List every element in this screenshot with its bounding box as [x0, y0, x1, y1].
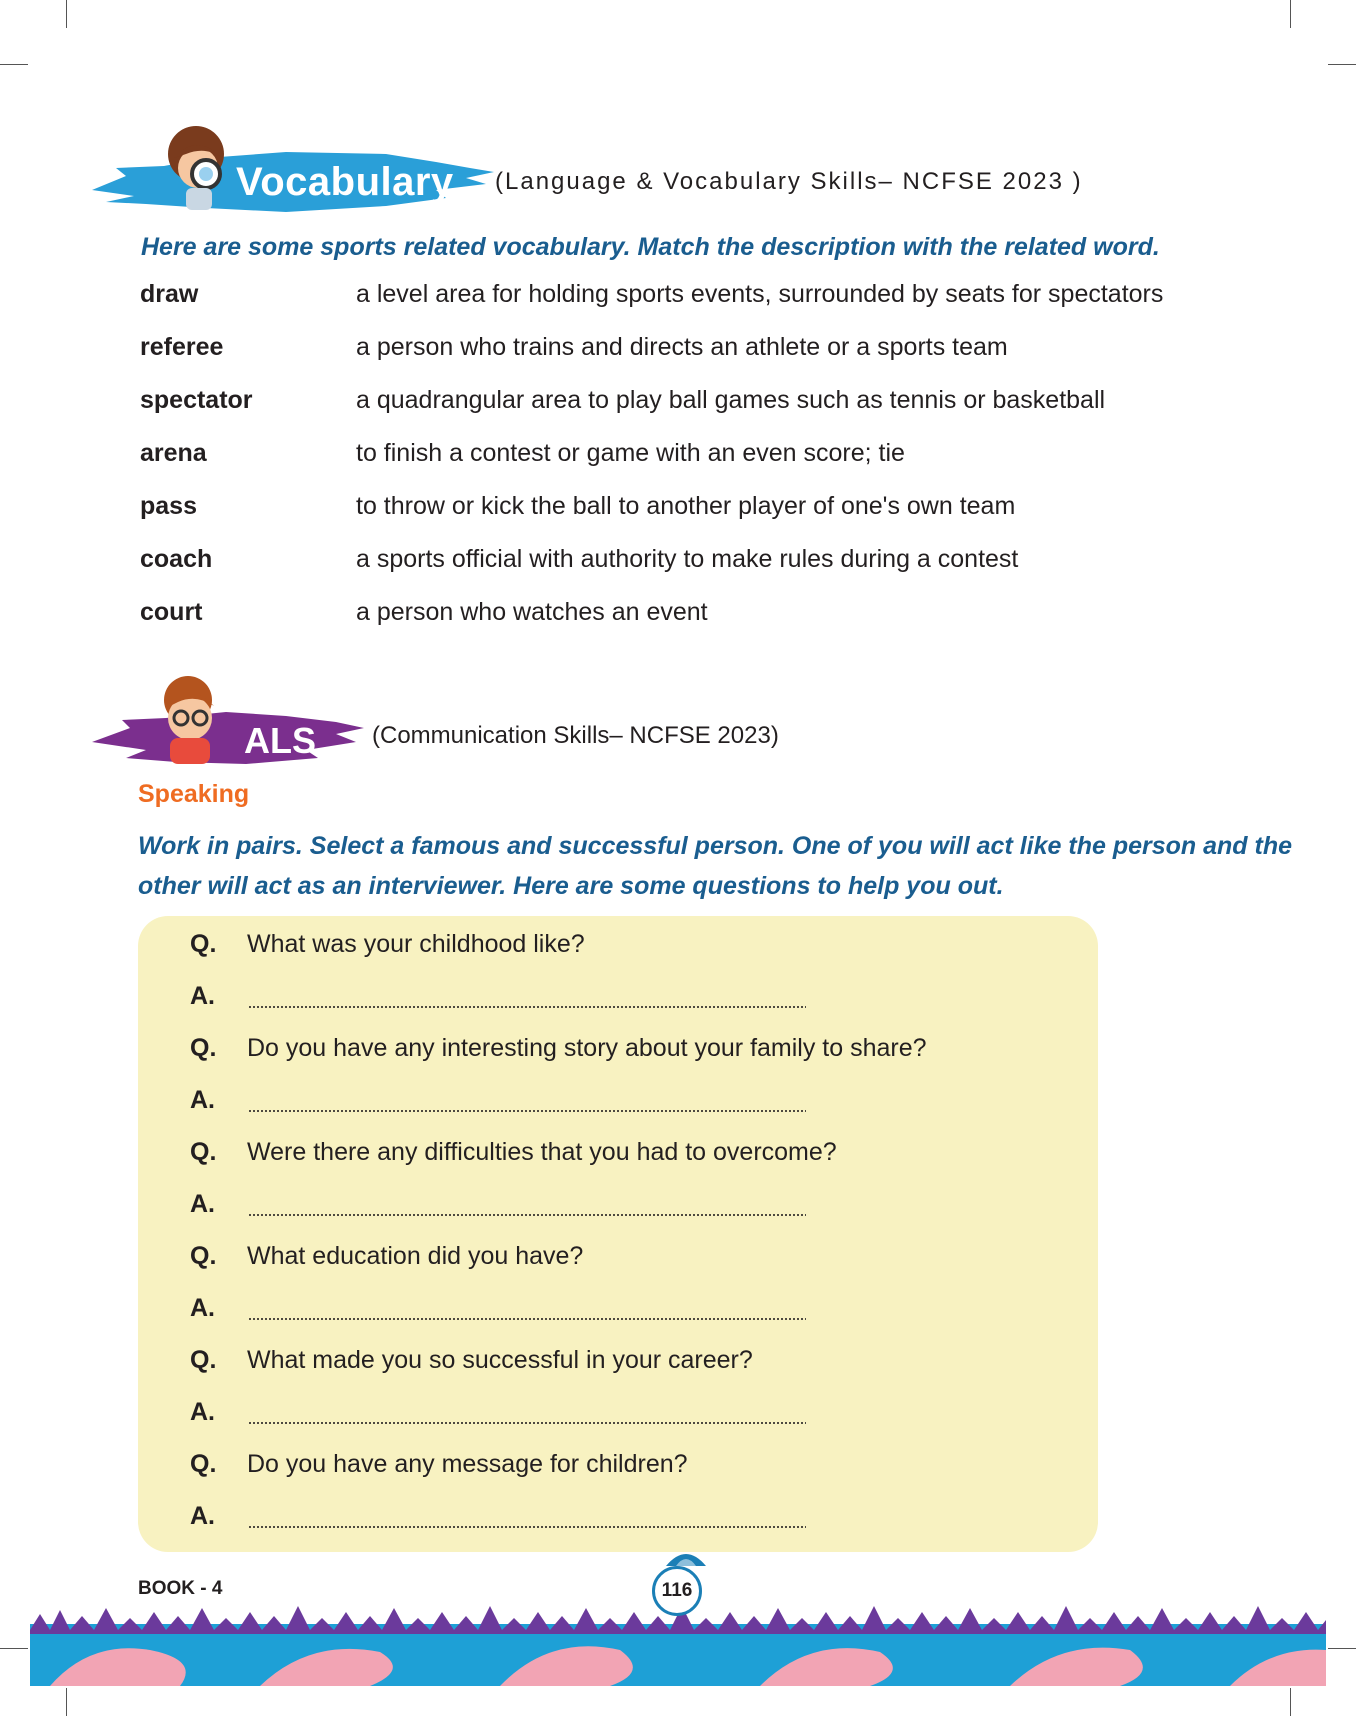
answer-blank[interactable]: [248, 1006, 806, 1008]
als-instruction-line2: other will act as an interviewer. Here are some questions to help you out.: [138, 872, 1004, 900]
crop-mark: [0, 64, 28, 65]
interview-questions-box: [138, 916, 1098, 1552]
crop-mark: [66, 1688, 67, 1716]
vocabulary-row: [140, 280, 1240, 320]
vocabulary-word: pass: [140, 492, 197, 520]
answer-prefix: A.: [190, 1086, 215, 1114]
question-prefix: Q.: [190, 930, 217, 958]
question-prefix: Q.: [190, 1034, 217, 1062]
vocabulary-row: [140, 333, 1240, 373]
vocabulary-word: draw: [140, 280, 199, 308]
vocabulary-description: a person who watches an event: [356, 598, 708, 626]
question-row: [138, 930, 1098, 970]
book-label: BOOK - 4: [138, 1578, 223, 1599]
answer-blank[interactable]: [248, 1422, 806, 1424]
question-row: [138, 1034, 1098, 1074]
answer-row: [138, 1398, 1098, 1438]
vocabulary-subtitle: (Language & Vocabulary Skills– NCFSE 2023 ): [495, 168, 1083, 195]
vocabulary-description: a level area for holding sports events, surrounded by seats for spectators: [356, 280, 1164, 308]
vocabulary-row: [140, 386, 1240, 426]
answer-row: [138, 1190, 1098, 1230]
answer-prefix: A.: [190, 982, 215, 1010]
question-text: What made you so successful in your career?: [247, 1346, 753, 1374]
speaking-heading: Speaking: [138, 780, 250, 808]
vocabulary-instruction: Here are some sports related vocabulary. Match the description with the related word.: [141, 233, 1160, 261]
answer-row: [138, 982, 1098, 1022]
page-number: 116: [652, 1566, 702, 1616]
answer-blank[interactable]: [248, 1318, 806, 1320]
vocabulary-description: a person who trains and directs an athlete or a sports team: [356, 333, 1008, 361]
question-row: [138, 1450, 1098, 1490]
answer-row: [138, 1502, 1098, 1542]
vocabulary-title: Vocabulary: [236, 160, 454, 204]
boy-glasses-icon: [164, 676, 214, 764]
vocabulary-word: arena: [140, 439, 207, 467]
crop-mark: [0, 1648, 28, 1649]
question-prefix: Q.: [190, 1138, 217, 1166]
crop-mark: [1290, 0, 1291, 28]
answer-blank[interactable]: [248, 1214, 806, 1216]
question-row: [138, 1242, 1098, 1282]
question-row: [138, 1138, 1098, 1178]
question-text: What education did you have?: [247, 1242, 584, 1270]
crop-mark: [1328, 1648, 1356, 1649]
vocabulary-row: [140, 598, 1240, 638]
vocabulary-row: [140, 545, 1240, 585]
question-prefix: Q.: [190, 1242, 217, 1270]
answer-row: [138, 1294, 1098, 1334]
question-text: What was your childhood like?: [247, 930, 585, 958]
crop-mark: [1328, 64, 1356, 65]
vocabulary-word: referee: [140, 333, 224, 361]
als-instruction-line1: Work in pairs. Select a famous and successful person. One of you will act like the person and the: [138, 832, 1293, 860]
answer-prefix: A.: [190, 1190, 215, 1218]
als-title: ALS: [244, 720, 316, 761]
vocabulary-word: court: [140, 598, 203, 626]
question-text: Do you have any interesting story about your family to share?: [247, 1034, 927, 1062]
question-text: Do you have any message for children?: [247, 1450, 688, 1478]
vocabulary-description: a sports official with authority to make rules during a contest: [356, 545, 1019, 573]
question-prefix: Q.: [190, 1450, 217, 1478]
vocabulary-word: coach: [140, 545, 213, 573]
answer-prefix: A.: [190, 1294, 215, 1322]
vocabulary-description: to finish a contest or game with an even score; tie: [356, 439, 905, 467]
vocabulary-row: [140, 439, 1240, 479]
als-subtitle: (Communication Skills– NCFSE 2023): [372, 722, 779, 749]
vocabulary-row: [140, 492, 1240, 532]
answer-blank[interactable]: [248, 1110, 806, 1112]
als-banner: [86, 672, 366, 772]
answer-prefix: A.: [190, 1398, 215, 1426]
vocabulary-word: spectator: [140, 386, 253, 414]
question-row: [138, 1346, 1098, 1386]
crop-mark: [1290, 1688, 1291, 1716]
crop-mark: [66, 0, 67, 28]
vocabulary-description: to throw or kick the ball to another player of one's own team: [356, 492, 1016, 520]
answer-blank[interactable]: [248, 1526, 806, 1528]
question-prefix: Q.: [190, 1346, 217, 1374]
answer-row: [138, 1086, 1098, 1126]
answer-prefix: A.: [190, 1502, 215, 1530]
vocabulary-description: a quadrangular area to play ball games such as tennis or basketball: [356, 386, 1106, 414]
question-text: Were there any difficulties that you had to overcome?: [247, 1138, 837, 1166]
